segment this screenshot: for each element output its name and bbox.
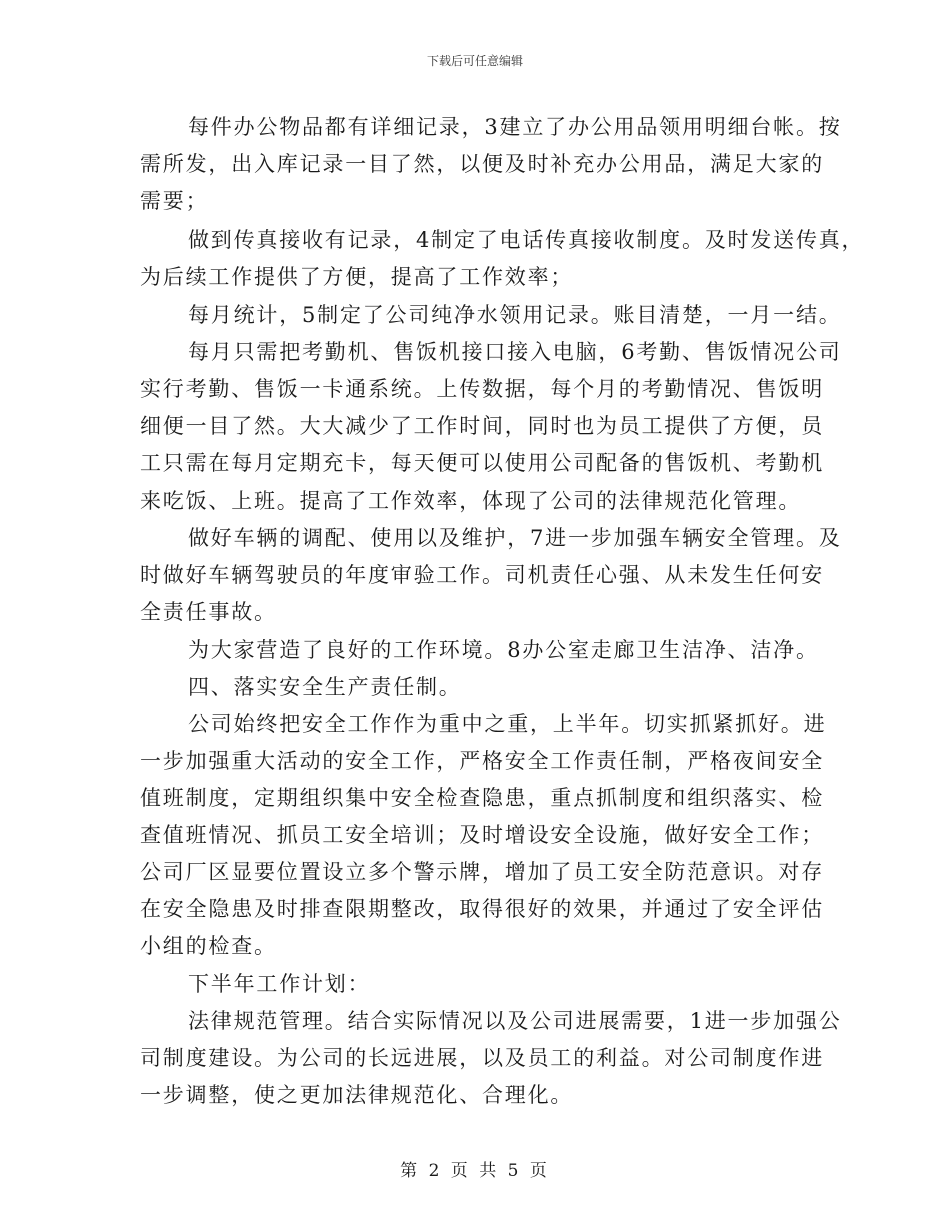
text-line: 做好车辆的调配、使用以及维护，7进一步加强车辆安全管理。及 [188,526,842,550]
text-line: 时做好车辆驾驶员的年度审验工作。司机责任心强、从未发生任何安 [140,563,824,587]
section-heading: 四、落实安全生产责任制。 [188,675,462,699]
text-line: 为大家营造了良好的工作环境。8办公室走廊卫生洁净、洁净。 [188,638,819,662]
text-line: 工只需在每月定期充卡，每天便可以使用公司配备的售饭机、考勤机 [140,451,824,475]
text-line: 公司始终把安全工作作为重中之重，上半年。切实抓紧抓好。进 [188,712,827,736]
text-line: 公司厂区显要位置设立多个警示牌，增加了员工安全防范意识。对存 [140,860,824,884]
section-heading: 下半年工作计划： [188,972,371,996]
text-line: 值班制度，定期组织集中安全检查隐患，重点抓制度和组织落实、检 [140,786,824,810]
page-number: 第 2 页 共 5 页 [400,1161,550,1181]
text-line: 做到传真接收有记录，4制定了电话传真接收制度。及时发送传真， [188,228,865,252]
text-line: 一步调整，使之更加法律规范化、合理化。 [140,1083,574,1107]
text-line: 细便一目了然。大大减少了工作时间，同时也为员工提供了方便，员 [140,414,824,438]
page-header: 下载后可任意编辑 [426,54,523,68]
text-line: 来吃饭、上班。提高了工作效率，体现了公司的法律规范化管理。 [140,489,802,513]
text-line: 法律规范管理。结合实际情况以及公司进展需要，1进一步加强公 [188,1009,842,1033]
text-line: 实行考勤、售饭一卡通系统。上传数据，每个月的考勤情况、售饭明 [140,377,824,401]
text-line: 一步加强重大活动的安全工作，严格安全工作责任制，严格夜间安全 [140,749,824,773]
text-line: 每月统计，5制定了公司纯净水领用记录。账目清楚，一月一结。 [188,303,842,327]
text-line: 需所发，出入库记录一目了然，以便及时补充办公用品，满足大家的 [140,152,824,176]
text-line: 司制度建设。为公司的长远进展，以及员工的利益。对公司制度作进 [140,1046,824,1070]
text-line: 每月只需把考勤机、售饭机接口接入电脑，6考勤、售饭情况公司 [188,340,842,364]
text-line: 在安全隐患及时排查限期整改，取得很好的效果，并通过了安全评估 [140,897,824,921]
text-line: 需要； [140,189,209,213]
text-line: 为后续工作提供了方便，提高了工作效率； [140,265,574,289]
text-line: 小组的检查。 [140,934,277,958]
text-line: 每件办公物品都有详细记录，3建立了办公用品领用明细台帐。按 [188,115,842,139]
text-line: 查值班情况、抓员工安全培训；及时增设安全设施，做好安全工作； [140,823,824,847]
text-line: 全责任事故。 [140,600,277,624]
